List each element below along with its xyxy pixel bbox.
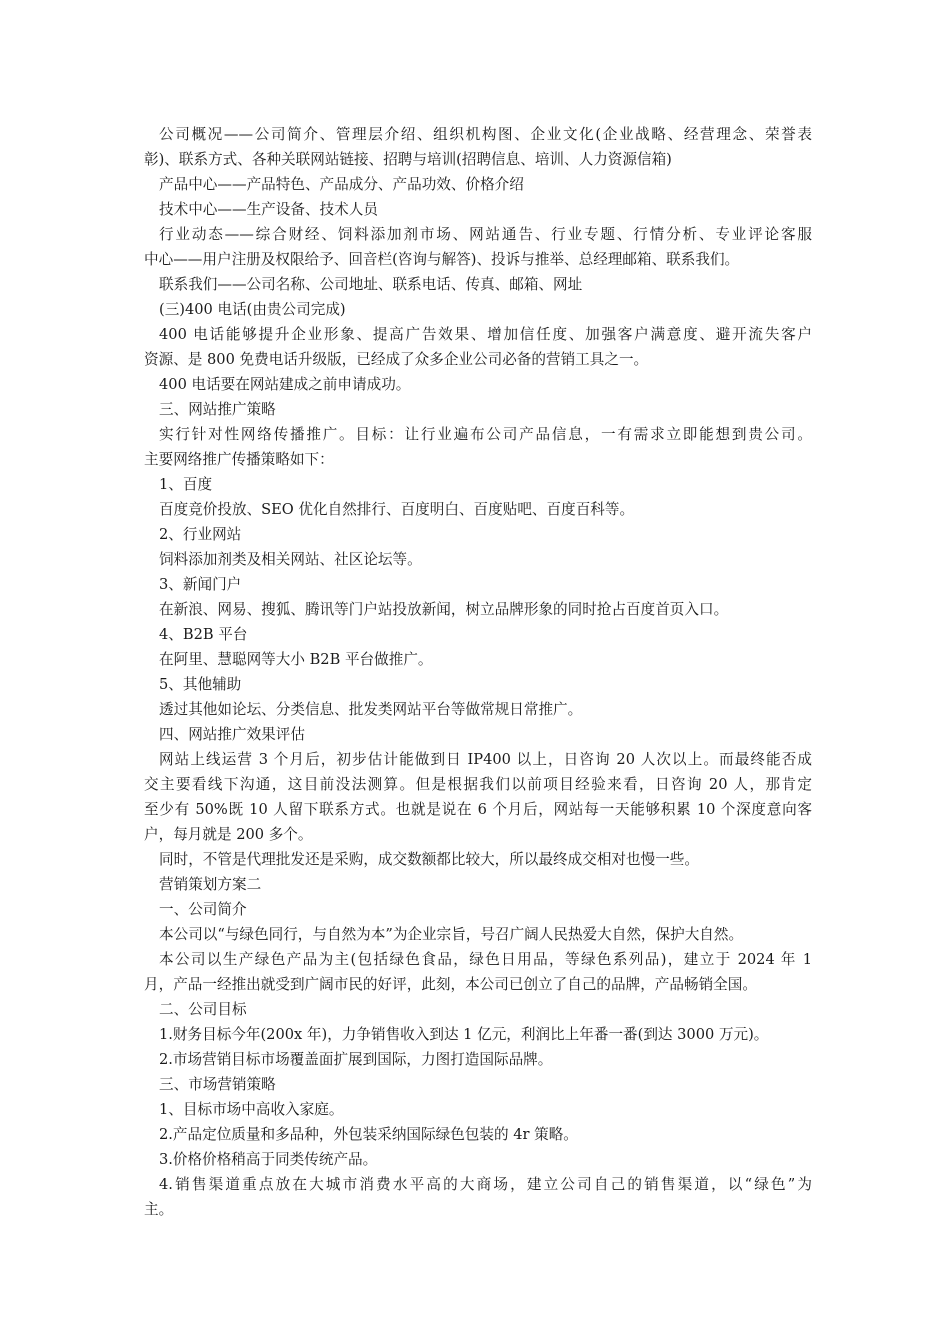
text-line: 2.市场营销目标市场覆盖面扩展到国际，力图打造国际品牌。 — [159, 1051, 553, 1068]
document-paragraph — [144, 1097, 812, 1122]
document-paragraph — [144, 922, 812, 947]
text-line: 联系我们——公司名称、公司地址、联系电话、传真、邮箱、网址 — [159, 276, 583, 293]
document-paragraph — [144, 422, 812, 472]
text-line: 在新浪、网易、搜狐、腾讯等门户站投放新闻，树立品牌形象的同时抢占百度首页入口。 — [159, 601, 729, 618]
text-line: 主。 — [144, 1201, 174, 1218]
document-paragraph — [144, 747, 812, 847]
document-paragraph — [144, 397, 812, 422]
document-paragraph — [144, 547, 812, 572]
text-line: 在阿里、慧聪网等大小 B2B 平台做推广。 — [159, 651, 433, 668]
document-paragraph — [144, 1172, 812, 1222]
document-paragraph — [144, 697, 812, 722]
document-paragraph — [144, 172, 812, 197]
text-line: 5、其他辅助 — [159, 676, 242, 693]
text-line: 400 电话要在网站建成之前申请成功。 — [159, 376, 411, 393]
document-paragraph — [144, 947, 812, 997]
document-paragraph — [144, 997, 812, 1022]
document-paragraph — [144, 1047, 812, 1072]
text-line: 四、网站推广效果评估 — [159, 726, 305, 743]
text-line: 主要网络推广传播策略如下： — [144, 451, 334, 468]
text-line: 400 电话能够提升企业形象、提高广告效果、增加信任度、加强客户满意度、避开流失客户 — [159, 326, 812, 343]
document-paragraph — [144, 1072, 812, 1097]
document-paragraph — [144, 297, 812, 322]
text-line: 户，每月就是 200 多个。 — [144, 826, 313, 843]
document-paragraph — [144, 372, 812, 397]
document-paragraph — [144, 572, 812, 597]
document-paragraph — [144, 722, 812, 747]
text-line: 2、行业网站 — [159, 526, 242, 543]
text-line: 2.产品定位质量和多品种，外包装采纳国际绿色包装的 4r 策略。 — [159, 1126, 578, 1143]
document-paragraph — [144, 222, 812, 272]
text-line: 本公司以“与绿色同行，与自然为本”为企业宗旨，号召广阔人民热爱大自然，保护大自然。 — [159, 926, 744, 943]
text-line: 一、公司简介 — [159, 901, 247, 918]
text-line: 彰)、联系方式、各种关联网站链接、招聘与培训(招聘信息、培训、人力资源信箱) — [144, 151, 672, 168]
text-line: 三、市场营销策略 — [159, 1076, 276, 1093]
document-paragraph — [144, 272, 812, 297]
document-paragraph — [144, 647, 812, 672]
document-paragraph — [144, 622, 812, 647]
text-line: 透过其他如论坛、分类信息、批发类网站平台等做常规日常推广。 — [159, 701, 583, 718]
text-line: 饲料添加剂类及相关网站、社区论坛等。 — [159, 551, 422, 568]
text-line: 至少有 50%既 10 人留下联系方式。也就是说在 6 个月后，网站每一天能够积累 10 个深度意向客 — [144, 801, 812, 818]
text-line: 公司概况——公司简介、管理层介绍、组织机构图、企业文化(企业战略、经营理念、荣誉表 — [159, 126, 812, 143]
text-line: 产品中心——产品特色、产品成分、产品功效、价格介绍 — [159, 176, 524, 193]
text-line: 交主要看线下沟通，这目前没法测算。但是根据我们以前项目经验来看，日咨询 20 人，那肯定 — [144, 776, 812, 793]
text-line: 技术中心——生产设备、技术人员 — [159, 201, 378, 218]
text-line: 营销策划方案二 — [159, 876, 262, 893]
text-line: 二、公司目标 — [159, 1001, 247, 1018]
text-line: 1、目标市场中高收入家庭。 — [159, 1101, 344, 1118]
text-line: 3、新闻门户 — [159, 576, 242, 593]
document-paragraph — [144, 472, 812, 497]
document-paragraph — [144, 872, 812, 897]
document-paragraph — [144, 672, 812, 697]
document-paragraph — [144, 1147, 812, 1172]
text-line: 资源、是 800 免费电话升级版，已经成了众多企业公司必备的营销工具之一。 — [144, 351, 649, 368]
document-paragraph — [144, 522, 812, 547]
document-paragraph — [144, 1122, 812, 1147]
document-paragraph — [144, 897, 812, 922]
document-body — [144, 122, 812, 1222]
document-paragraph — [144, 597, 812, 622]
document-paragraph — [144, 122, 812, 172]
document-paragraph — [144, 1022, 812, 1047]
text-line: 同时，不管是代理批发还是采购，成交数额都比较大，所以最终成交相对也慢一些。 — [159, 851, 699, 868]
text-line: 本公司以生产绿色产品为主(包括绿色食品，绿色日用品，等绿色系列品)，建立于 2024 年 1 — [159, 951, 812, 968]
text-line: 3.价格价格稍高于同类传统产品。 — [159, 1151, 378, 1168]
text-line: 三、网站推广策略 — [159, 401, 276, 418]
text-line: (三)400 电话(由贵公司完成) — [159, 301, 346, 318]
document-paragraph — [144, 497, 812, 522]
text-line: 1、百度 — [159, 476, 213, 493]
document-paragraph — [144, 847, 812, 872]
text-line: 实行针对性网络传播推广。目标：让行业遍布公司产品信息，一有需求立即能想到贵公司。 — [159, 426, 812, 443]
text-line: 4、B2B 平台 — [159, 626, 248, 643]
document-paragraph — [144, 322, 812, 372]
text-line: 百度竞价投放、SEO 优化自然排行、百度明白、百度贴吧、百度百科等。 — [159, 501, 635, 518]
text-line: 4.销售渠道重点放在大城市消费水平高的大商场，建立公司自己的销售渠道，以“绿色”为 — [159, 1176, 812, 1193]
text-line: 行业动态——综合财经、饲料添加剂市场、网站通告、行业专题、行情分析、专业评论客服 — [159, 226, 812, 243]
document-paragraph — [144, 197, 812, 222]
text-line: 中心——用户注册及权限给予、回音栏(咨询与解答)、投诉与推举、总经理邮箱、联系我们。 — [144, 251, 740, 268]
text-line: 月，产品一经推出就受到广阔市民的好评，此刻，本公司已创立了自己的品牌，产品畅销全国。 — [144, 976, 757, 993]
text-line: 网站上线运营 3 个月后，初步估计能做到日 IP400 以上，日咨询 20 人次以上。而最终能否成 — [159, 751, 812, 768]
text-line: 1.财务目标今年(200x 年)，力争销售收入到达 1 亿元，利润比上年番一番(到达 3000 万元)。 — [159, 1026, 769, 1043]
